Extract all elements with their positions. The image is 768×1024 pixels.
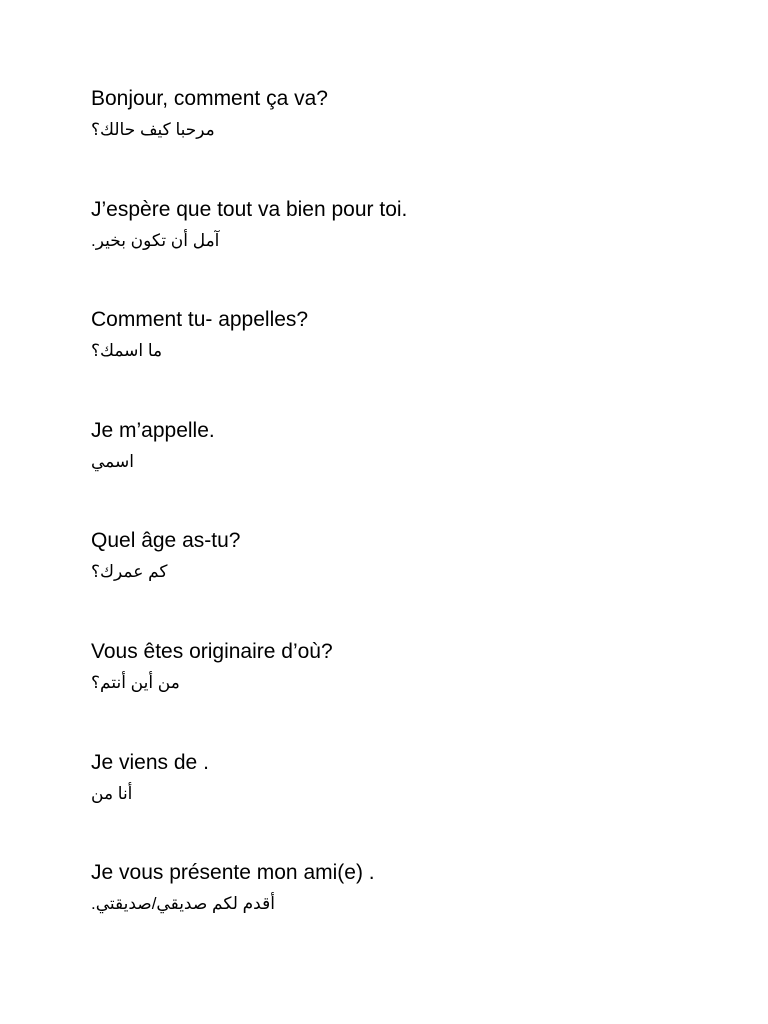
french-phrase: J’espère que tout va bien pour toi. [91,198,408,221]
phrase-item [91,198,691,251]
phrase-item [91,751,691,804]
french-phrase: Je vous présente mon ami(e) . [91,861,375,884]
french-phrase: Quel âge as-tu? [91,529,241,552]
phrase-item [91,640,691,693]
arabic-translation: آمل أن تكون بخير. [91,231,220,250]
french-phrase: Je m’appelle. [91,419,215,442]
arabic-translation: كم عمرك؟ [91,562,168,581]
arabic-translation: أقدم لكم صديقي/صديقتي. [91,894,275,913]
french-phrase: Comment tu- appelles? [91,308,309,331]
phrase-item [91,419,691,472]
phrase-item [91,308,691,361]
phrase-item [91,529,691,582]
phrase-item [91,87,691,140]
french-phrase: Je viens de . [91,751,209,774]
phrase-item [91,861,691,914]
french-phrase: Vous êtes originaire d’où? [91,640,333,663]
arabic-translation: أنا من [91,784,133,803]
arabic-translation: اسمي [91,452,134,471]
arabic-translation: من أين أنتم؟ [91,673,180,692]
arabic-translation: ما اسمك؟ [91,341,163,360]
french-phrase: Bonjour, comment ça va? [91,87,328,110]
arabic-translation: مرحبا كيف حالك؟ [91,120,215,139]
